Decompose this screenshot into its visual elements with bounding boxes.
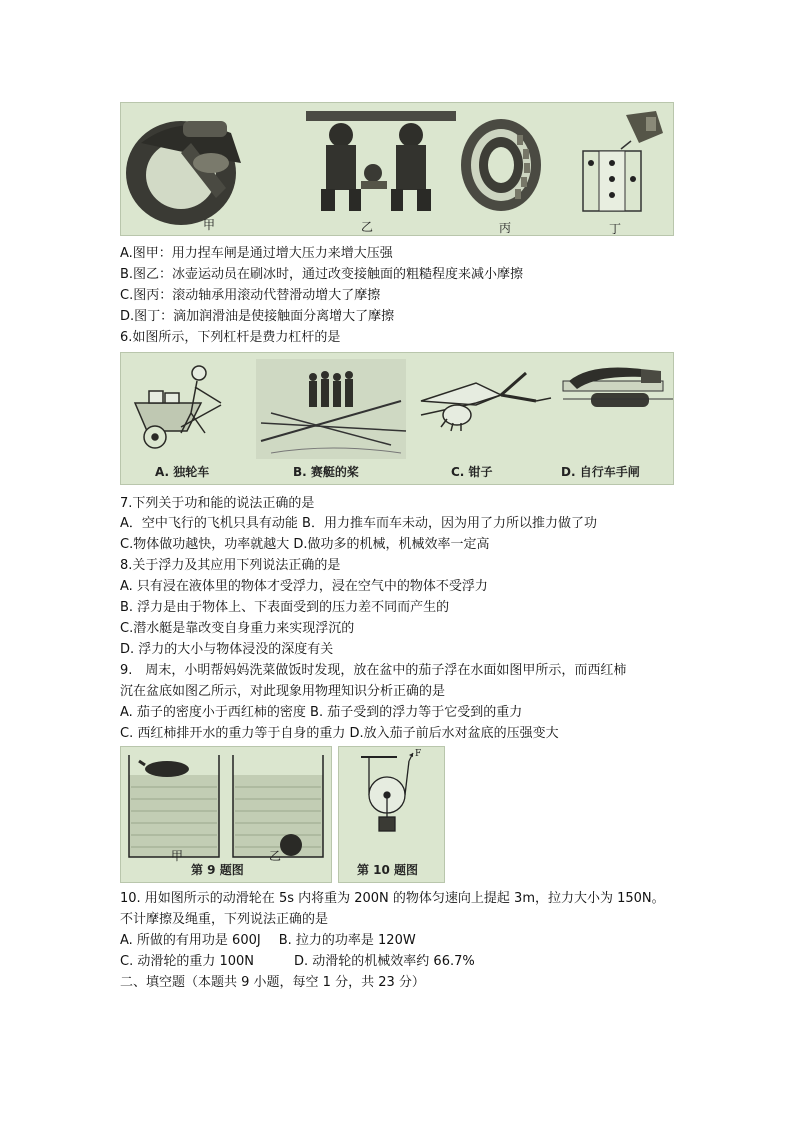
q8-option-d: D. 浮力的大小与物体浸没的深度有关 <box>120 642 334 657</box>
q5-label-bing: 丙 <box>499 221 512 235</box>
q10-caption: 第 10 题图 <box>357 863 419 877</box>
q9-line-1: A. 茄子的密度小于西红柿的密度 B. 茄子受到的浮力等于它受到的重力 <box>120 705 523 720</box>
basin-yi <box>233 755 323 857</box>
q8-option-b: B. 浮力是由于物体上、下表面受到的压力差不同而产生的 <box>120 600 450 615</box>
q10-options-row-1 <box>120 933 416 949</box>
q10-figure <box>338 746 445 883</box>
q9-label-jia: 甲 <box>171 849 184 863</box>
wheelbarrow-image <box>135 366 221 448</box>
q7-line-2: C.物体做功越快，功率就越大 D.做功多的机械，机械效率一定高 <box>120 537 490 552</box>
q10-option-b: B. 拉力的功率是 120W <box>278 933 416 948</box>
q9-line-2: C. 西红柿排开水的重力等于自身的重力 D.放入茄子前后水对盆底的压强变大 <box>120 726 559 741</box>
q5-option-d: D.图丁：滴加润滑油是使接触面分离增大了摩擦 <box>120 309 395 324</box>
q5-figure <box>120 102 674 236</box>
q10-option-a: A. 所做的有用功是 600J <box>120 933 261 948</box>
q5-label-ding: 丁 <box>609 222 622 236</box>
q6-label-d: D. 自行车手闸 <box>561 465 640 479</box>
q9-figure <box>120 746 332 883</box>
q5-label-jia: 甲 <box>203 218 216 232</box>
q9-stem-line-2: 沉在盆底如图乙所示，对此现象用物理知识分析正确的是 <box>120 684 446 699</box>
q6-figure <box>120 352 674 485</box>
pulley-drawing <box>361 757 409 831</box>
q8-option-a: A. 只有浸在液体里的物体才受浮力，浸在空气中的物体不受浮力 <box>120 579 488 594</box>
q6-label-a: A. 独轮车 <box>155 465 210 479</box>
q8-option-c: C.潜水艇是靠改变自身重力来实现浮沉的 <box>120 621 355 636</box>
brake-image <box>126 121 241 225</box>
q9-caption: 第 9 题图 <box>191 863 244 877</box>
q6-stem: 6.如图所示，下列杠杆是费力杠杆的是 <box>120 330 341 345</box>
pliers-image <box>421 373 551 431</box>
q5-option-c: C.图丙：滚动轴承用滚动代替滑动增大了摩擦 <box>120 288 381 303</box>
q5-option-a: A.图甲：用力捏车闸是通过增大压力来增大压强 <box>120 246 393 261</box>
q5-label-yi: 乙 <box>361 220 374 234</box>
q8-stem: 8.关于浮力及其应用下列说法正确的是 <box>120 558 341 573</box>
q9-label-yi: 乙 <box>269 849 282 863</box>
basin-jia <box>129 755 219 857</box>
q5-option-b: B.图乙：冰壶运动员在刷冰时，通过改变接触面的粗糙程度来减小摩擦 <box>120 267 524 282</box>
section-2-heading: 二、填空题（本题共 9 小题，每空 1 分，共 23 分） <box>120 975 425 990</box>
q9-stem-line-1: 9. 周末，小明帮妈妈洗菜做饭时发现，放在盆中的茄子浮在水面如图甲所示，而西红柿 <box>120 663 627 678</box>
q10-stem-line-2: 不计摩擦及绳重，下列说法正确的是 <box>120 912 329 927</box>
brake-lever-image <box>563 368 673 408</box>
rowing-image <box>256 359 406 459</box>
q7-line-1: A．空中飞行的飞机只具有动能 B．用力推车而车未动，因为用了力所以推力做了功 <box>120 516 597 531</box>
q10-force-label: F <box>415 749 422 759</box>
q6-label-b: B. 赛艇的桨 <box>293 465 359 479</box>
q10-stem-line-1: 10. 用如图所示的动滑轮在 5s 内将重为 200N 的物体匀速向上提起 3m，拉力大小为 150N。 <box>120 891 665 906</box>
q10-option-c: C. 动滑轮的重力 100N <box>120 954 255 969</box>
bearing-image <box>461 119 541 211</box>
q10-option-d: D. 动滑轮的机械效率约 66.7% <box>294 954 475 969</box>
q6-label-c: C. 钳子 <box>451 465 493 479</box>
hinge-image <box>583 111 663 211</box>
q7-stem: 7.下列关于功和能的说法正确的是 <box>120 496 315 511</box>
curling-image <box>306 111 456 211</box>
q10-options-row-2 <box>120 954 475 970</box>
